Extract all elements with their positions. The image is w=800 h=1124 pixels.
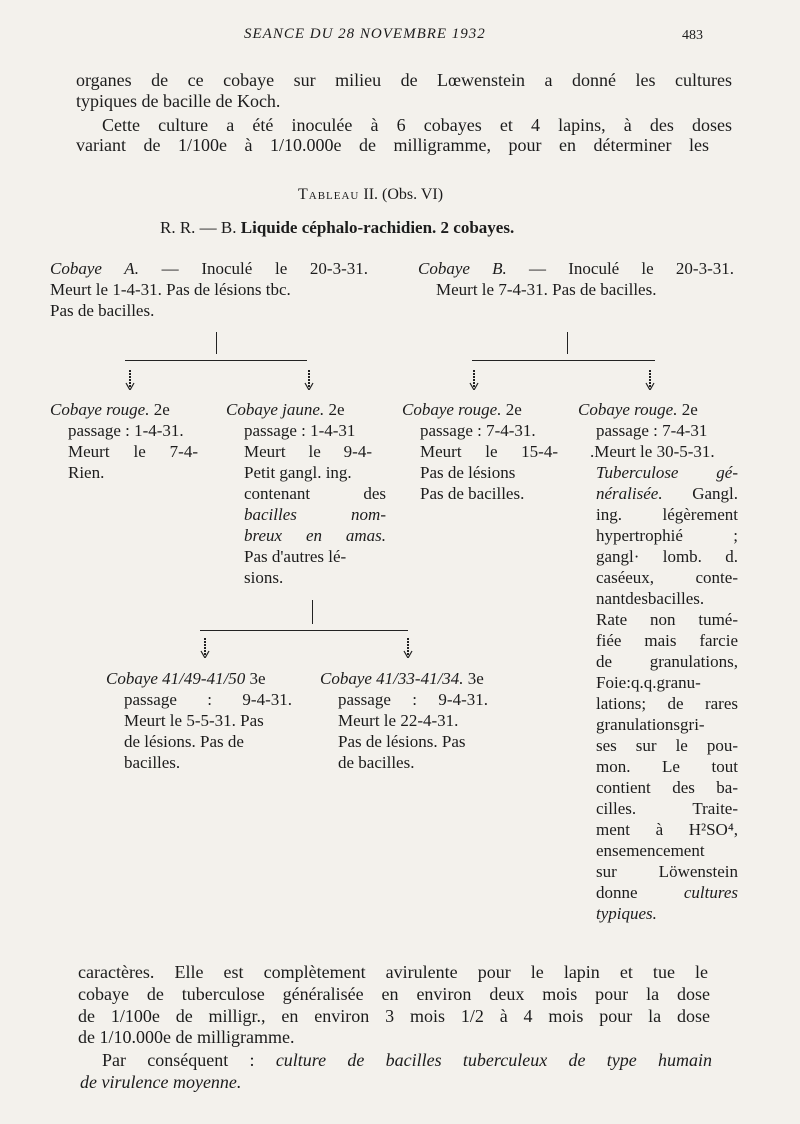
cobaye-4149-block: Cobaye 41/49-41/50 3e passage : 9-4-31. Meurt le 5-5-31. Pas de lésions. Pas de bacilles. bbox=[106, 669, 292, 772]
table-title: Tableau II. (Obs. VI) bbox=[298, 186, 444, 203]
arrow-down-icon bbox=[200, 638, 210, 658]
intro-line-1: organes de ce cobaye sur milieu de Lœwenstein a donné les cultures bbox=[76, 70, 732, 90]
table-subtitle: R. R. — B. Liquide céphalo-rachidien. 2 cobayes. bbox=[160, 218, 515, 237]
cobaye-a-block: Cobaye A. — Inoculé le 20-3-31. Meurt le 1-4-31. Pas de lésions tbc. Pas de bacilles. bbox=[50, 259, 369, 320]
running-title: SEANCE DU 28 NOVEMBRE 1932 bbox=[244, 26, 486, 42]
intro-line-4: variant de 1/100e à 1/10.000e de milligramme, pour en déterminer les bbox=[76, 135, 709, 155]
arrow-down-icon bbox=[469, 370, 479, 390]
closing-line-3: de 1/100e de milligr., en environ 3 mois 1/2 à 4 mois pour la dose bbox=[78, 1006, 710, 1026]
conclusion-line-1: Par conséquent : culture de bacilles tuberculeux de type humain bbox=[102, 1050, 713, 1070]
arrow-down-icon bbox=[645, 370, 655, 390]
cobaye-b-block: Cobaye B. — Inoculé le 20-3-31. Meurt le 7-4-31. Pas de bacilles. bbox=[418, 259, 734, 299]
page-number: 483 bbox=[682, 28, 703, 43]
intro-line-3: Cette culture a été inoculée à 6 cobayes et 4 lapins, à des doses bbox=[102, 115, 732, 135]
page-header bbox=[0, 26, 800, 50]
arrow-down-icon bbox=[125, 370, 135, 390]
connector-jaune bbox=[312, 600, 313, 624]
branch-b bbox=[472, 360, 655, 361]
closing-line-4: de 1/10.000e de milligramme. bbox=[78, 1027, 295, 1047]
intro-line-2: typiques de bacille de Koch. bbox=[76, 91, 281, 111]
closing-line-1: caractères. Elle est complètement avirulente pour le lapin et tue le bbox=[78, 962, 708, 982]
branch-a bbox=[125, 360, 307, 361]
connector-a bbox=[216, 332, 217, 354]
cobaye-rouge-a-block: Cobaye rouge. 2e passage : 1-4-31. Meurt le 7-4- Rien. bbox=[50, 400, 198, 482]
arrow-down-icon bbox=[304, 370, 314, 390]
cobaye-jaune-block: Cobaye jaune. 2e passage : 1-4-31 Meurt le 9-4- Petit gangl. ing. contenant des bacilles nom- breux en amas. Pas d'autres lé- sions. bbox=[226, 400, 386, 587]
arrow-down-icon bbox=[403, 638, 413, 658]
branch-jaune bbox=[200, 630, 408, 631]
cobaye-4133-block: Cobaye 41/33-41/34. 3e passage : 9-4-31. Meurt le 22-4-31. Pas de lésions. Pas de bacilles. bbox=[320, 669, 488, 772]
connector-b bbox=[567, 332, 568, 354]
closing-line-2: cobaye de tuberculose généralisée en environ deux mois pour la dose bbox=[78, 984, 710, 1004]
conclusion-line-2: de virulence moyenne. bbox=[80, 1072, 242, 1092]
cobaye-rouge-b2-block: Cobaye rouge. 2e passage : 7-4-31 .Meurt le 30-5-31. Tuberculose gé- néralisée. Gangl. ing. légèrement hypertrophié ; gangl· lomb. d. caséeux, conte- nantdesbacilles. Rate non tumé- fiée mais farcie de granulations, Foie:q.q.granu- lations; de rares granulationsgri- ses sur le pou- mon. Le tout contient des ba- cilles. Traite- ment à H²SO⁴, ensemencement sur Löwenstein donne cultures typiques. bbox=[578, 400, 738, 923]
cobaye-rouge-b1-block: Cobaye rouge. 2e passage : 7-4-31. Meurt le 15-4- Pas de lésions Pas de bacilles. bbox=[402, 400, 558, 503]
